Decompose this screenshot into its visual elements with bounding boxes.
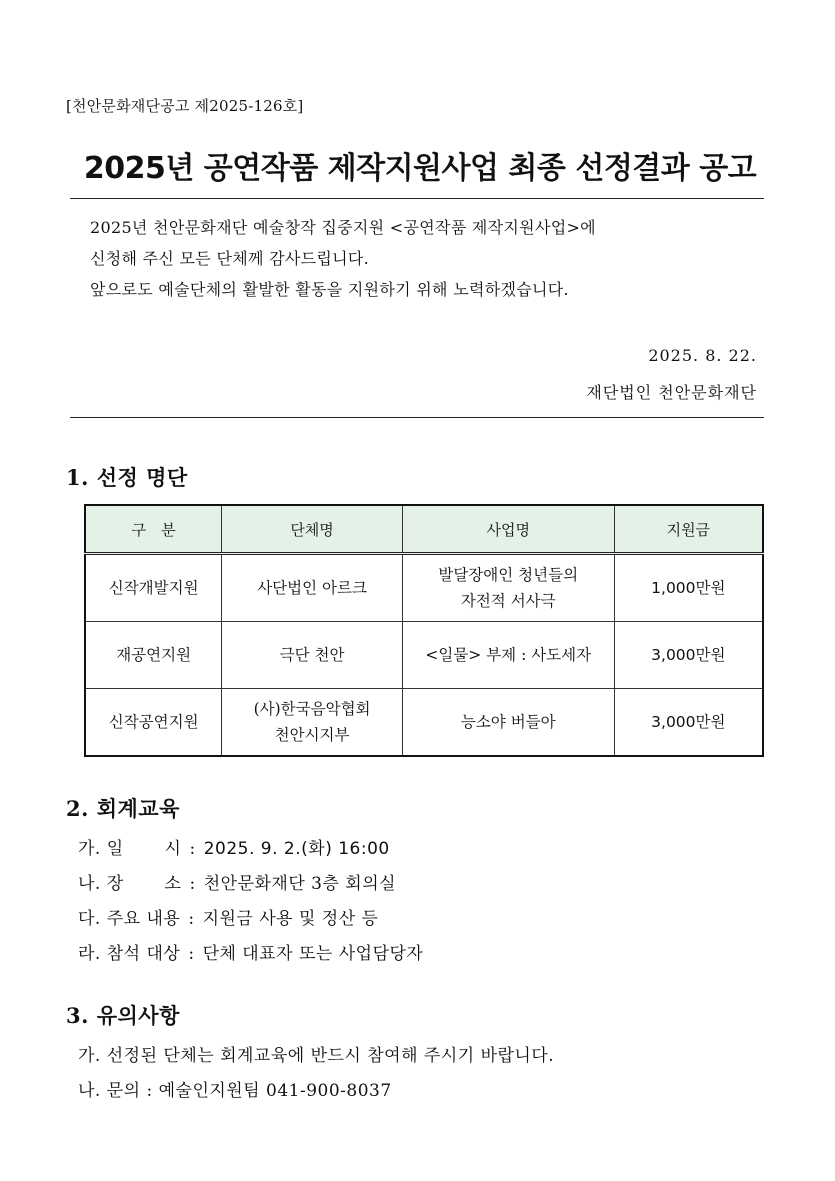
list-item [78, 937, 423, 972]
cell-project [402, 689, 614, 757]
cell-category: 신작개발지원 [85, 554, 222, 622]
cell-amount: 1,000만원 [614, 554, 763, 622]
header-organization: 단체명 [222, 505, 403, 554]
org-line: 극단 천안 [279, 646, 345, 664]
notice-number: [천안문화재단공고 제2025-126호] [66, 97, 304, 115]
table-row [85, 689, 763, 757]
project-line: <일물> 부제 : 사도세자 [425, 646, 592, 664]
intro-paragraph [90, 212, 596, 305]
issuer-name: 재단법인 천안문화재단 [586, 383, 757, 402]
cell-organization [222, 689, 403, 757]
table-row [85, 554, 763, 622]
item-label: 라. 참석 대상 [78, 944, 181, 964]
intro-line: 앞으로도 예술단체의 활발한 활동을 지원하기 위해 노력하겠습니다. [90, 280, 569, 299]
item-separator: : [189, 874, 196, 894]
table-row [85, 622, 763, 689]
list-item: 가. 선정된 단체는 회계교육에 반드시 참여해 주시기 바랍니다. [78, 1046, 555, 1066]
cell-category: 신작공연지원 [85, 689, 222, 757]
org-line: 천안시지부 [274, 726, 350, 744]
section-title-accounting-education: 2. 회계교육 [66, 796, 180, 821]
cell-organization [222, 554, 403, 622]
header-category: 구 분 [85, 505, 222, 554]
section-title-notes: 3. 유의사항 [66, 1003, 180, 1028]
intro-line: 신청해 주신 모든 단체께 감사드립니다. [90, 249, 370, 268]
item-label: 나. 장 소 [78, 874, 182, 894]
item-label: 가. 일 시 [78, 839, 182, 859]
page-title: 2025년 공연작품 제작지원사업 최종 선정결과 공고 [83, 151, 757, 186]
notes-list [78, 1039, 554, 1109]
item-value: 천안문화재단 3층 회의실 [203, 874, 397, 894]
project-line: 발달장애인 청년들의 [438, 566, 579, 584]
org-line: 사단법인 아르크 [257, 579, 367, 597]
list-item [78, 902, 423, 937]
top-divider [70, 198, 764, 199]
list-item [78, 832, 423, 867]
cell-project [402, 622, 614, 689]
education-details-list [78, 832, 423, 972]
cell-project [402, 554, 614, 622]
table-header-row [85, 505, 763, 554]
item-value: 2025. 9. 2.(화) 16:00 [203, 839, 390, 859]
cell-amount: 3,000만원 [614, 689, 763, 757]
cell-organization [222, 622, 403, 689]
notice-date: 2025. 8. 22. [648, 346, 757, 365]
cell-amount: 3,000만원 [614, 622, 763, 689]
item-separator: : [189, 839, 196, 859]
header-amount: 지원금 [614, 505, 763, 554]
item-separator: : [188, 944, 195, 964]
item-separator: : [188, 909, 195, 929]
item-label: 다. 주요 내용 [78, 909, 181, 929]
project-line: 능소야 버들아 [460, 713, 556, 731]
bottom-divider [70, 417, 764, 418]
project-line: 자전적 서사극 [460, 592, 556, 610]
org-line: (사)한국음악협회 [253, 700, 371, 718]
list-item: 나. 문의 : 예술인지원팀 041-900-8037 [78, 1081, 392, 1101]
intro-line: 2025년 천안문화재단 예술창작 집중지원 <공연작품 제작지원사업>에 [90, 218, 596, 237]
cell-category: 재공연지원 [85, 622, 222, 689]
selection-table [84, 504, 764, 757]
header-project: 사업명 [402, 505, 614, 554]
list-item [78, 867, 423, 902]
item-value: 단체 대표자 또는 사업담당자 [202, 944, 424, 964]
section-title-selection: 1. 선정 명단 [66, 465, 188, 490]
item-value: 지원금 사용 및 정산 등 [202, 909, 379, 929]
